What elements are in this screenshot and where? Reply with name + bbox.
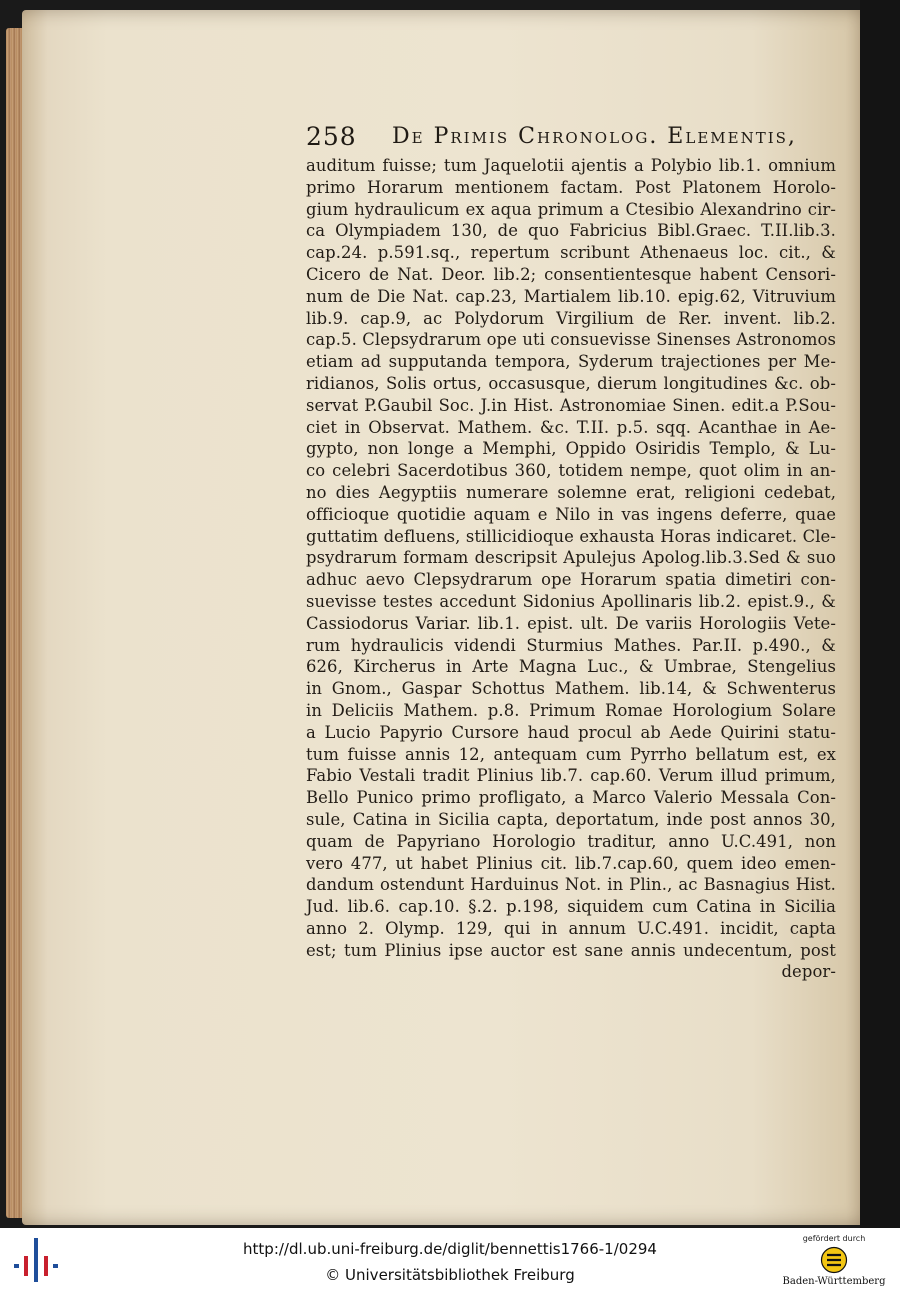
text-line: a Lucio Papyrio Cursore haud procul ab Aede Quirini statu- (306, 722, 836, 742)
text-line: no dies Aegyptiis numerare solemne erat, religioni cedebat, (306, 482, 836, 502)
text-line: est; tum Plinius ipse auctor est sane annis undecentum, post (306, 940, 836, 960)
text-line: primo Horarum mentionem factam. Post Platonem Horolo- (306, 177, 836, 197)
binding-shadow (860, 0, 900, 1228)
text-line: psydrarum formam descripsit Apulejus Apolog.lib.3.Sed & suo (306, 548, 836, 568)
text-line: co celebri Sacerdotibus 360, totidem nempe, quot olim in an- (306, 461, 836, 481)
text-line: cap.24. p.591.sq., repertum scribunt Athenaeus loc. cit., & (306, 243, 836, 263)
text-line: dandum ostendunt Harduinus Not. in Plin., ac Basnagius Hist. (306, 875, 836, 895)
text-line: vero 477, ut habet Plinius cit. lib.7.cap.60, quem ideo emen- (306, 853, 836, 873)
state-crest-icon (820, 1246, 848, 1274)
running-head: De Primis Chronolog. Elementis, (392, 124, 797, 149)
text-line: Bello Punico primo profligato, a Marco Valerio Messala Con- (306, 788, 836, 808)
footer-bar (0, 1228, 900, 1292)
text-line: Fabio Vestali tradit Plinius lib.7. cap.60. Verum illud primum, (306, 766, 836, 786)
permalink-url[interactable]: http://dl.ub.uni-freiburg.de/diglit/bennettis1766-1/0294 (243, 1240, 657, 1258)
page-number: 258 (306, 122, 357, 151)
text-line: etiam ad supputanda tempora, Syderum trajectiones per Me- (306, 352, 836, 372)
text-line: depor- (781, 962, 836, 982)
text-line: quam de Papyriano Horologio traditur, anno U.C.491, non (306, 831, 836, 851)
text-line: suevisse testes accedunt Sidonius Apollinaris lib.2. epist.9., & (306, 591, 836, 611)
text-line: rum hydraulicis videndi Sturmius Mathes. Par.II. p.490., & (306, 635, 836, 655)
text-line: Jud. lib.6. cap.10. §.2. p.198, siquidem cum Catina in Sicilia (306, 897, 836, 917)
text-line: ridianos, Solis ortus, occasusque, dierum longitudines &c. ob- (306, 373, 836, 393)
text-line: lib.9. cap.9, ac Polydorum Virgilium de Rer. invent. lib.2. (306, 308, 836, 328)
sponsor-block (774, 1234, 894, 1290)
text-line: in Deliciis Mathem. p.8. Primum Romae Horologium Solare (306, 700, 836, 720)
text-line: tum fuisse annis 12, antequam cum Pyrrho bellatum est, ex (306, 744, 836, 764)
copyright-notice: © Universitätsbibliothek Freiburg (325, 1266, 575, 1284)
text-line: auditum fuisse; tum Jaquelotii ajentis a Polybio lib.1. omnium (306, 156, 836, 175)
text-line: ciet in Observat. Mathem. &c. T.II. p.5. sqq. Acanthae in Ae- (306, 417, 836, 437)
text-line: Cassiodorus Variar. lib.1. epist. ult. De variis Horologiis Vete- (306, 613, 836, 633)
text-line: anno 2. Olymp. 129, qui in annum U.C.491. incidit, capta (306, 918, 836, 938)
page-header (306, 120, 846, 152)
text-line: gium hydraulicum ex aqua primum a Ctesibio Alexandrino cir- (306, 199, 836, 219)
text-line: adhuc aevo Clepsydrarum ope Horarum spatia dimetiri con- (306, 570, 836, 590)
text-line: in Gnom., Gaspar Schottus Mathem. lib.14, & Schwenterus (306, 679, 836, 699)
text-line: sule, Catina in Sicilia capta, deportatum, inde post annos 30, (306, 809, 836, 829)
text-line: guttatim defluens, stillicidioque exhausta Horas indicaret. Cle- (306, 526, 836, 546)
sponsor-label: gefördert durch (802, 1234, 866, 1243)
text-line: cap.5. Clepsydrarum ope uti consuevisse Sinenses Astronomos (306, 330, 836, 350)
text-line: 626, Kircherus in Arte Magna Luc., & Umbrae, Stengelius (306, 657, 836, 677)
text-line: Cicero de Nat. Deor. lib.2; consentientesque habent Censori- (306, 264, 836, 284)
body-text (306, 155, 836, 983)
text-line: gypto, non longe a Memphi, Oppido Osiridis Templo, & Lu- (306, 439, 836, 459)
sponsor-name: Baden-Württemberg (782, 1276, 886, 1287)
text-line: num de Die Nat. cap.23, Martialem lib.10. epig.62, Vitruvium (306, 286, 836, 306)
text-line: officioque quotidie aquam e Nilo in vas ingens deferre, quae (306, 504, 836, 524)
text-line: servat P.Gaubil Soc. J.in Hist. Astronomiae Sinen. edit.a P.Sou- (306, 395, 836, 415)
text-line: ca Olympiadem 130, de quo Fabricius Bibl.Graec. T.II.lib.3. (306, 221, 836, 241)
